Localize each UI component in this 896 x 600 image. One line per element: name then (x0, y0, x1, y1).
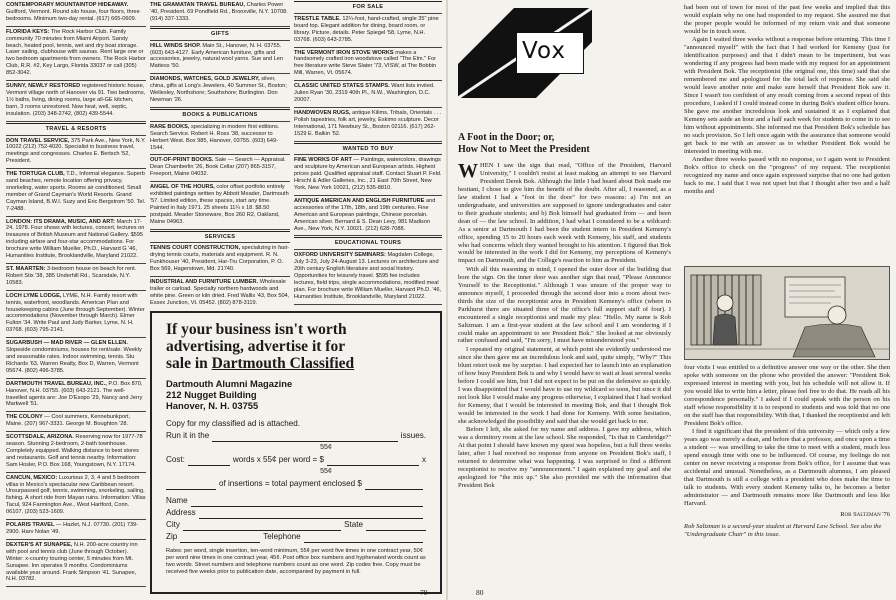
ad-body: March 17-24, 1978. Four shows with lectures, concert, lectures on treasures of British Museum and National Gallery. $595 including airfare and four-star accommodations. For brochure write William Mueller, Ph.D., Harvard G '46, Humanities Institute, Brooklandville, Maryland 21022. (6, 218, 145, 260)
article-column-right-bottom (684, 364, 890, 600)
ad-heading: SUGARBUSH — MAD RIVER — GLEN ELLEN. (6, 340, 128, 347)
article-column-left (458, 130, 671, 600)
classified-ad (6, 0, 146, 27)
section-heading: GIFTS (150, 28, 290, 41)
ad-heading: LOCH LYME LODGE, (6, 292, 62, 299)
article-paragraph: HEN I saw the sign that read, "Office of the President, Harvard University," I couldn't resist at least making an attempt to see Harvard President Derek Bok. Although the little I had heard about Bok made me hesitant, I chose to give him the benefit of the doubt. After all, I reasoned, as a law student I had a "foot in the door" for two reasons: a) I'm not an undergraduate, and universities are supposed to ignore undergraduates and cater to their graduate students; and b) Bok himself had graduated from — and been dean of — the law school. In addition, I had what I considered to be a wildcard: As a senior at Dartmouth I had been the student intern in President Kemeny's office, spending 15 to 20 hours each week with Kemeny, his staff, and students who had concerns which they wanted brought to his attention. I figured that Bok would be interested in the work I did for Kemeny, my perceptions of Kemeny's impact on Dartmouth, and the College's reaction to him as President. (458, 162, 671, 265)
ad-body: The Rock Harbor Club. Family community 70 minutes from Miami Airport. Sandy beach, heated pool, tennis, wet and dry boat storage. Laser sailing, clubhouse with saunas. Rent large one or two bedroom apartments from owners. The Rock Harbor Club, R.R. #2, Key Largo, Florida 33037 or call (305) 852-3042. (6, 28, 146, 77)
ad-body: Reserving now for 1977-78 season. Stunning 2-bedroom, 2-bath townhouse. Completely equipped. Walking distance to best stores and restaurants. Golf and tennis nearby. Information: Sam Hosler, P.O. Box 168, Youngstown, N.Y. 17174. (6, 434, 143, 468)
ad-body: P.O. Box 870, Hanover, N.H. 03755. (603) 643-2121. The well-travelled agents are: Joe D'Esopo '29, Nancy and Jerry Markwell '51. (6, 380, 143, 408)
ad-body: — Hazlet, N.J. 07730. (201) 739-2900. Harv Nolan '49. (6, 522, 139, 535)
ad-heading: DARTMOUTH TRAVEL BUREAU, INC., (6, 380, 107, 387)
cost-line: Cost: words x 55¢ per word = $ x (166, 455, 426, 464)
article-paragraph: four visits I was entitled to a definitive answer one way or the other. She then spoke with someone on the phone who provided the answer: "President Bok expressed interest in meeting with you, but his schedule will not allow it. If you would like to write him a letter, please feel free to do that. He reads all his correspondence personally." I asked if I could speak with the person on his staff whose responsibility it is to respond to students and was told that no one on the staff has that responsibility. With that, I thanked the receptionist and left President Bok's office. (684, 364, 890, 427)
ad-heading: RARE BOOKS, (150, 123, 190, 130)
ad-body: specializing in modern first editions. Search Service. Robert H. Ross '38, successor to Herbert West. Box 985, Hanover, 03755. (603) 649-1544. (150, 123, 280, 151)
classified-ad (294, 250, 442, 304)
name-line: Name (166, 495, 426, 507)
ad-heading: SUNNY, NEWLY RESTORED (6, 83, 81, 90)
ad-heading: THE VERMONT IRON STOVE WORKS (294, 49, 394, 56)
classified-ad (6, 473, 146, 520)
article-body-left (458, 162, 671, 490)
article-paragraph: had been out of town for most of the past few weeks and implied that this would explain why no one had responded to my request. She assured me that the proper people would be informed of my return visit and that someone would be in touch soon. (684, 4, 890, 35)
rates-note: Rates: per word, single insertion, ten-word minimum, 55¢ per word five times in one contract year, 50¢ per word nine times in one contract year, 45¢. Post office box numbers and hyphenated words count as two words. Street numbers and telephone numbers count as one word. Zip codes free. Copy must be received five weeks prior to publication date, accompanied by payment in full. (166, 548, 426, 575)
ad-heading: INDUSTRIAL AND FURNITURE LUMBER. (150, 279, 259, 286)
classified-ad (6, 291, 146, 338)
ad-body: specializing in fast-drying tennis courts, materials and equipment. R. N. Funkhouser '40, President, Har-Tru Corporation, P. O. Box 569, Hagerstown, Md. 21740. (150, 245, 289, 273)
copy-attached-line: Copy for my classified ad is attached. (166, 419, 301, 428)
classified-ad (6, 432, 146, 473)
section-heading: SERVICES (150, 231, 290, 244)
article-paragraph: Again I waited three weeks without a response before returning. This time I "announced myself" with the fact that I had worked for Kemeny (just for identification purposes) and that I didn't mean to be impertinent, but was wondering if any progress had been made with my request for an appointment with President Bok. The receptionist (the original one, this time) said that she remembered me and apologized for the total lack of response. She said she would leave another note and make sure herself that President Bok saw it. Since I wasn't too confident of any result coming from a second repeat of this procedure, I asked if I could instead come in during Bok's student office hours. She gave me another incredulous look and sustained it as I explained that Kemeny sets aside an hour and a half each week for students to come in to see him without appointments. She informed me that President Bok's schedule has no such provision. So I left once again with the assurance that someone would get back to me with an answer as to whether President Bok would be interested in meeting with me. (684, 36, 890, 155)
ad-heading: ANTIQUE AMERICAN AND ENGLISH FURNITURE (294, 197, 425, 204)
article-paragraph: I find it significant that the president of this university — which only a few years ago was merely a dean, and before that a professor, and once upon a time a student — was unwilling to take the time to meet with a student, much less spend enough time with one to be influenced. Of course, my feelings do not center on never receiving a response from Bok's office, for I assume that was accidental and unusual. Nonetheless, as a Dartmouth alumnus, I am pleased that Dartmouth is still a college with a president who does make the time to talk to students. With every student Kemeny talks to, he becomes a better administrator — and Dartmouth remains more like Dartmouth and less like Harvard. (684, 428, 890, 507)
ad-body: Slopeside condominiums, houses for rent/sale. Weekly and seasonable rates. Indoor swimming, tennis. Stu Richards '63, Warren Realty, Box D, Warren, Vermont 05674. (802) 496-3785. (6, 347, 142, 374)
classified-ad (6, 520, 146, 540)
ad-body: makes a handsomely crafted iron woodstove called "The Elm." For free literature write Steve Slater '73, VISW, at The Bobbin Mill, Warren, Vt. 05674. (294, 49, 437, 77)
ad-heading: LONDON: ITS DRAMA, MUSIC, AND ART: (6, 218, 115, 225)
page-number-left: 79 (420, 588, 428, 597)
section-heading: BOOKS & PUBLICATIONS (150, 109, 290, 122)
ad-body: T.D., Informal elegance. Superb sand beaches, remote location offering privacy, snorkeling, water sports. Rooms air conditioned. Small member of Grand Cayman's World Resorts. Grand Cayman Island, B.W.I. Suzy and Eric Bergstrom '50. Tel. 7-2488. (6, 171, 146, 212)
right-page (448, 0, 896, 600)
classified-ad (6, 412, 146, 432)
ad-body: 12¼-foot, hand-crafted, single 35" pine board top. Elegant addition for dining, board room, or library. Picture, details. Peter Spiegel '58, Lyme, N.H. 03768. (603) 643-2785. (294, 15, 439, 43)
classified-ad (294, 155, 442, 196)
ad-heading: THE GRAMATAN TRAVEL BUREAU, (150, 2, 245, 8)
ad-heading: CLASSIC UNITED STATES STAMPS. (294, 83, 390, 90)
city-field[interactable] (183, 522, 341, 531)
classified-order-form: If your business isn't worth advertising, advertise it for sale in Dartmouth Classified Dartmouth Alumni Magazine 212 Nugget Building Hanover, N. H. 03755 Copy for my classified ad is attached. Run it in the issues. 55¢ Cost: words x 55¢ per word = $ x 55¢ of insertions = total payment enclosed $ Name Address City State Zip Telephone Rates: per word, single insertion, ten-word minimum, 55¢ per word five times in one contract year, 50¢ per word nine times in one contract year, 45¢. Post office box numbers and hyphenated words count as two words. Street numbers and telephone numbers count as one word. Zip codes free. Copy must be received five weeks prior to publication date, accompanied by payment in full. (150, 311, 442, 594)
classified-ad (294, 108, 442, 142)
ad-body: LYME, N.H. Family resort with tennis, waterfront, woodlands. American Plan and housekeeping cabins (June through September). Winter accommodations (November through March). Elmer Fulton '34. Write Paul and Judy Barker, Lyme, N. H. 03768. (603) 795-2141. (6, 292, 145, 334)
vox-logo-word: Vox (522, 38, 566, 64)
form-address: Dartmouth Alumni Magazine 212 Nugget Building Hanover, N. H. 03755 (166, 378, 293, 411)
ad-body: Guilford, Vermont. Round silo house, four floors, three bedrooms. Minimum two-day rental. (617) 665-0609. (6, 8, 140, 22)
classified-column-2 (150, 0, 290, 305)
subtotal-field[interactable] (327, 457, 419, 466)
ad-body: — Paintings, watercolors, drawings and sculpture by American and European artists. Highest prices paid. Qualified appraisal staff. Contact Stuart P. Feld. Hirschl & Adler Galleries, Inc., 21 East 70th Street, New York, New York 10021, (212) 535-8810. (294, 157, 442, 192)
ad-heading: POLARIS TRAVEL (6, 522, 55, 529)
ad-heading: DEXTER'S AT SUNAPEE, (6, 541, 73, 548)
ad-body: N.H. 200-acre country inn with pool and tennis club (June through October). Winter: x-country touring center, 5 minutes from Mt. Sunapee. Inn operates 9 months. Condominiums available year around. Frank Simpson '41. Sunapee, N.H. 03782. (6, 541, 138, 583)
ad-heading: SCOTTSDALE, ARIZONA. (6, 434, 74, 441)
classified-column-3 (294, 0, 442, 305)
article-title: A Foot in the Door; or, How Not to Meet the President (458, 132, 590, 155)
classified-ad (6, 169, 146, 216)
classified-ad (294, 81, 442, 108)
ad-body: Sale — Search — Appraisal. Dean Chamberlin '26, Book Cellar (207) 865-3157, Freeport, Maine 04032. (150, 157, 286, 178)
classified-ad (150, 277, 290, 305)
article-column-right-top (684, 4, 890, 262)
ad-heading: TRESTLE TABLE. (294, 15, 341, 22)
ad-body: Wholesale trailer or carload. Specialty northern hardwoods and white pine. Green or kiln dried. Fred Wallis '43, Box 504, Essex Junction, Vt. 05452. (802) 878-3119. (150, 279, 290, 305)
ad-heading: DIAMONDS, WATCHES, GOLD JEWELRY, (150, 76, 260, 83)
drop-cap: W (458, 160, 478, 182)
ad-heading: TENNIS COURT CONSTRUCTION, (150, 245, 241, 252)
classified-ad (6, 379, 146, 413)
ad-body: color offset portfolio entirely exhibited paintings written by Abbott Meader, Dartmouth '57. Limited edition, these spaces, start any time. Painted in Italy 1971. 25 sheets 11¼ x 18. $8.50 postpaid. Meader Stoneware, Box 260 R2, Oakland, Maine 04963. (150, 184, 289, 225)
classified-ad (150, 155, 290, 182)
classified-ad (150, 41, 290, 75)
vox-logo (458, 8, 592, 98)
article-paragraph: Before I left, she asked for my name and address. I gave my address, which was a dormitory room at the law school. She responded, "Is that in Cambridge?" At that point I should have known my quest was hopeless, but a full three weeks later, after I had received no response from anyone on President Bok's staff, I returned to determine what was happening. I was surprised to find a different receptionist to receive my "announcement." I again explained my goal and she apologized for "the mix up." She also provided me with the information that President Bok (458, 425, 671, 489)
zip-phone-line: Zip Telephone (166, 531, 426, 543)
insertions-line: of insertions = total payment enclosed $ (166, 478, 426, 490)
ad-body: Main St., Hanover, N. H. 03755. (603) 643-4127. Early American furniture, gifts and accessories, jewelry, natural wool yarns. Sue and Len Mattess '50. (150, 42, 283, 70)
ad-body: and accessories of the 17th, 18th, and 19th centuries. Fine American and European paintings, Chinese porcelain. American silver. Bernard & S. Dean Levy, 981 Madison Ave., New York, N.Y. 10021. (212) 628-7088. (294, 197, 436, 232)
ad-heading: THE TORTUGA CLUB, (6, 171, 65, 178)
section-heading: TRAVEL & RESORTS (6, 123, 146, 136)
zip-field[interactable] (180, 534, 260, 543)
ad-body: 375 Park Ave., New York, N.Y. 10022 (212) 752-4020. Specialist in business travel, meetings and congresses. Charles E. Bertsch '52, President. (6, 137, 146, 165)
ad-body: silver, china, gifts at Long's Jewelers, 40 Summer St., Boston; Wellesley, Northshore; Southshore; Burlington. Don Newman '26. (150, 76, 287, 103)
section-heading: WANTED TO BUY (294, 143, 442, 156)
author-note: Rob Saltzman is a second-year student at Harvard Law School. See also the "Undergraduate Chair" in this issue. (684, 522, 882, 538)
ad-body: Charles Power '40, President. 69 Pondfield Rd., Bronxville, N.Y. 10708. (914) 337-1333. (150, 2, 288, 22)
classified-ad (294, 48, 442, 82)
ad-heading: ST. MAARTEN: (6, 266, 46, 272)
ad-heading: ANGEL OF THE HOURS, (150, 184, 215, 191)
classified-column-1 (6, 0, 146, 600)
ad-body: Want lists invited. Julien Ryan '30, 2319 40th Pl., N.W., Washington, D.C. 20007. (294, 83, 435, 103)
ad-heading: FLORIDA KEYS: (6, 28, 50, 35)
ad-body: Magdalen College, July 3-23, July 24-August 13. Lectures on architecture and 20th century English literature and social history. Opportunities for leisurely travel. $595 fee includes lectures, field trips, single accommodations, modified meal plan. For brochure write William Mueller, Harvard Ph.D. '46, Humanities Institute, Brooklandville, Maryland 21022. (294, 252, 442, 300)
total-payment-field[interactable] (365, 481, 423, 490)
ad-body: registered historic house, Vermont village north of Hanover via 91. Two bedrooms, 1½ baths, living, dining rooms, large all-GE kitchen, barn, 3 rooms unrestored. Now heat, well, septic, insulation. (203) 348-2742, (802) 439-5544. (6, 83, 146, 117)
insertions-count-field[interactable] (166, 481, 216, 490)
ad-heading: HILL WINDS SHOP. (150, 42, 201, 49)
classified-ad (150, 182, 290, 229)
section-heading: EDUCATIONAL TOURS (294, 237, 442, 250)
article-paragraph: I repeated my original statement, at which point she evidently understood me since she then gave me an incredulous look and said, quite simply, "Why?" This blunt retort took me by surprise. I had expected her to launch into an explanation of how busy President Bok is and why I would have to wait at least several weeks before I could see him, but I did not expect to be put on the defensive so quickly. I was disappointed that I would have to use my wildcard so soon, but since it did not look like I would make any progress otherwise, I explained that I had worked for Kemeny, that I would be interested in meeting Bok, and that I thought Bok would be interested in the work I had done for Kemeny. With some hesitation, she acknowledged the possibility and said that she would get back to me. (458, 345, 671, 425)
classified-ad (150, 74, 290, 108)
ad-body: Luxurious 2, 3, 4 and 5 bedroom villas in Mexico's spectacular new Caribbean resort. Unsurpassed golf, tennis, swimming, snorkeling, sailing, fishing. A short ride from Mayan ruins. Information: Villas Tacul, 924 Farmington Ave., West Hartford, Conn. 06107. (203) 523-1609. (6, 474, 146, 516)
classified-ad (6, 540, 146, 587)
classified-ad (150, 0, 290, 27)
classified-ad (6, 264, 146, 291)
ad-heading: DON TRAVEL SERVICE, (6, 137, 70, 144)
ad-heading: CANCUN, MEXICO: (6, 474, 58, 481)
ad-body: 3-bedroom house on beach for rent. Robert Stix '38, 385 Underhill Rd., Scarsdale, N.Y. 10583. (6, 266, 137, 286)
address-field[interactable] (199, 510, 423, 519)
cartoon-drawing (685, 267, 890, 360)
ad-heading: OXFORD UNIVERSITY SEMINARS: (294, 252, 386, 259)
classified-ad (6, 27, 146, 81)
telephone-field[interactable] (304, 534, 423, 543)
article-paragraph: With all this reasoning in mind, I opened the outer door of the building that bore the sign. On the inner door was another sign that read, "Please Announce Yourself to the Receptionist." Although I was unsure of the proper way to announce myself, I proceeded through the second door into a room about two-thirds the size of the receptionist area in President Kemeny's office (where in Parkhurst there are situated three of the office's full support staff of four). I encountered a single receptionist and made my plea: "Hello. My name is Rob Saltzman. I am a first-year student at the law school and I am wondering if I could make an appointment to see President Bok." She looked at me obviously rather confused and said, "I'm sorry, I must have misunderstood you." (458, 265, 671, 345)
word-count-field[interactable] (188, 457, 230, 466)
ad-heading: OUT-OF-PRINT BOOKS. (150, 157, 214, 164)
ad-body: — Cool summers, Kennebunkport, Maine. (207) 967-3331. George M. Boughton '28. (6, 414, 131, 428)
classified-ad (150, 122, 290, 156)
classified-ad (6, 217, 146, 264)
name-field[interactable] (191, 498, 423, 507)
address-line: Address (166, 507, 426, 519)
run-issues-line: Run it in the issues. (166, 431, 426, 440)
classified-ad (294, 14, 442, 48)
form-headline: If your business isn't worth advertising, advertise it for sale in Dartmouth Classified (166, 321, 355, 372)
article-paragraph: Another three weeks passed with no response, so I again went to President Bok's office to check on the "progress" of my request. The receptionist recognized my name and once again expressed surprise that no one had gotten back to me. I said that I was not upset but that I thought after two and a half months and (684, 156, 890, 195)
classified-ad (150, 243, 290, 277)
city-state-line: City State (166, 519, 426, 531)
ad-heading: CONTEMPORARY MOUNTAINTOP HIDEAWAY. (6, 2, 129, 8)
classified-ad (294, 196, 442, 237)
ad-body: antique Kilims, Tribals, Orientals . . . Polish tapestries, folk art, jewelry, Eskimo sculpture. Decor International, 171 Newbury St., Boston 02116. (617) 262-1529 E. Balkin '52. (294, 109, 442, 137)
classified-ad (6, 338, 146, 379)
classified-ad (6, 136, 146, 170)
classified-ad (6, 81, 146, 122)
state-field[interactable] (366, 522, 426, 531)
section-heading: FOR SALE (294, 1, 442, 14)
page-number-right: 80 (476, 588, 484, 597)
cartoon-illustration (684, 266, 890, 360)
ad-heading: THE COLONY (6, 414, 43, 421)
ad-heading: FINE WORKS OF ART (294, 157, 352, 164)
author-byline: Rob Saltzman '76 (840, 510, 890, 518)
ad-heading: HANDWOVEN RUGS, (294, 109, 351, 116)
issues-count-field[interactable] (212, 433, 398, 442)
